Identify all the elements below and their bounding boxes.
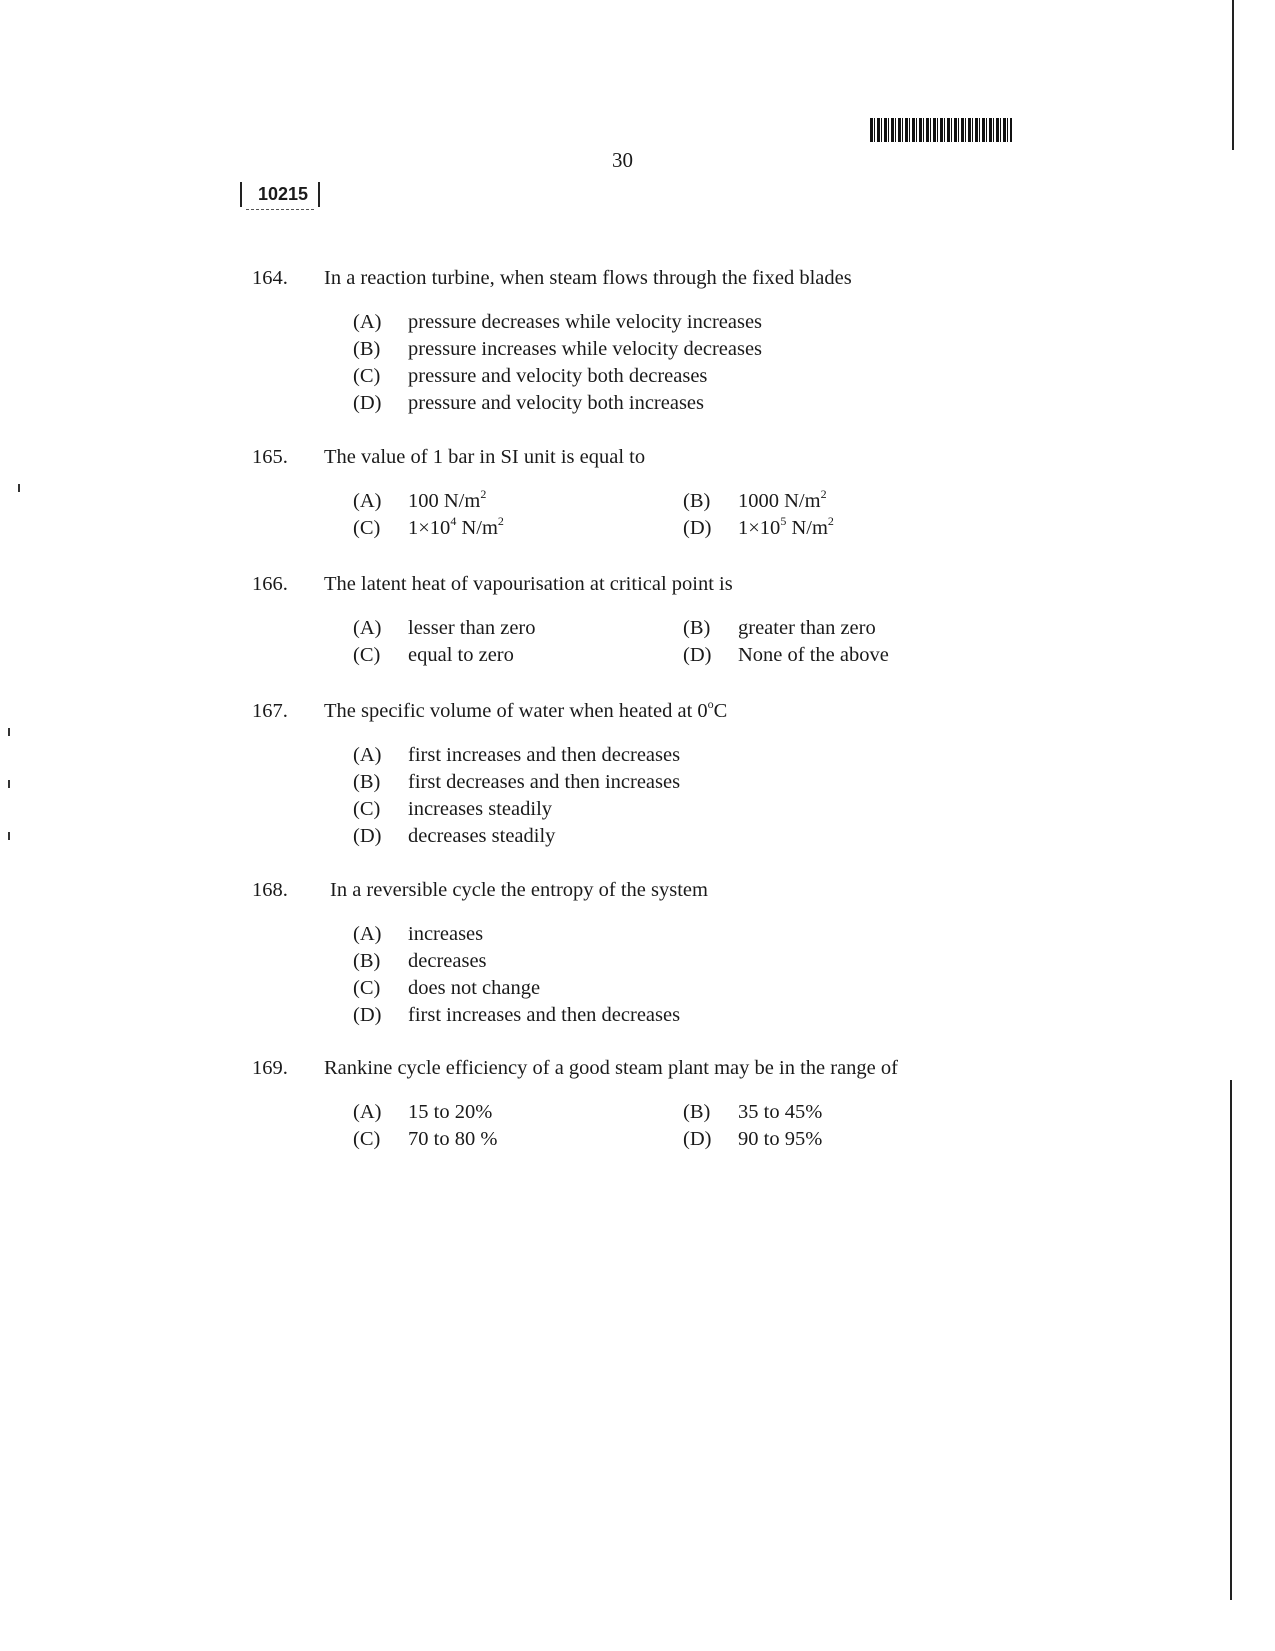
option-text: 15 to 20% <box>408 1101 493 1123</box>
option-text: equal to zero <box>408 644 514 666</box>
scan-edge-line <box>1232 0 1234 150</box>
option-letter: (D) <box>683 517 712 539</box>
option-text: first decreases and then increases <box>408 771 681 793</box>
option-letter: (D) <box>353 825 382 847</box>
option-letter: (A) <box>353 490 382 512</box>
option-text: 90 to 95% <box>738 1128 823 1150</box>
option-a <box>353 1099 683 1126</box>
option-letter: (A) <box>353 311 382 333</box>
option-letter: (B) <box>683 1101 711 1123</box>
option-letter: (C) <box>353 365 381 387</box>
question-text: Rankine cycle efficiency of a good steam plant may be in the range of <box>324 1057 898 1079</box>
option-b <box>683 488 1013 515</box>
barcode <box>870 118 1012 142</box>
margin-mark <box>8 780 10 788</box>
option-b <box>353 769 1052 796</box>
option-text: lesser than zero <box>408 617 536 639</box>
option-text: pressure increases while velocity decreases <box>408 338 763 360</box>
option-letter: (D) <box>353 1004 382 1026</box>
question-number: 166. <box>252 573 288 595</box>
option-text: pressure decreases while velocity increases <box>408 311 763 333</box>
question-167 <box>252 697 1052 850</box>
option-c <box>353 975 1052 1002</box>
option-d <box>683 1126 1013 1153</box>
option-b <box>683 615 1013 642</box>
question-number: 168. <box>252 879 288 901</box>
option-c <box>353 642 683 669</box>
options-grid <box>353 488 1052 542</box>
option-c <box>353 515 683 542</box>
option-text: $1\times 10^5$ $N/m^2$ <box>738 514 834 539</box>
question-169 <box>252 1057 1152 1153</box>
option-letter: (B) <box>353 950 381 972</box>
question-166 <box>252 573 1052 669</box>
option-letter: (C) <box>353 977 381 999</box>
option-letter: (D) <box>353 392 382 414</box>
option-text: decreases <box>408 950 487 972</box>
option-d <box>683 642 1013 669</box>
paper-code: 10215 <box>258 184 309 204</box>
margin-mark <box>18 484 20 492</box>
option-text: increases <box>408 923 484 945</box>
option-text: decreases steadily <box>408 825 556 847</box>
question-number: 164. <box>252 267 288 289</box>
option-letter: (C) <box>353 798 381 820</box>
option-letter: (C) <box>353 1128 381 1150</box>
option-text: first increases and then decreases <box>408 1004 681 1026</box>
option-text: greater than zero <box>738 617 876 639</box>
option-a <box>353 921 1052 948</box>
option-text: increases steadily <box>408 798 553 820</box>
option-letter: (D) <box>683 644 712 666</box>
question-168 <box>252 879 1052 1029</box>
option-letter: (B) <box>683 617 711 639</box>
option-b <box>353 948 1052 975</box>
options-grid <box>353 1099 1152 1153</box>
option-text: 70 to 80 % <box>408 1128 498 1150</box>
option-text: pressure and velocity both decreases <box>408 365 708 387</box>
option-letter: (A) <box>353 617 382 639</box>
option-text: None of the above <box>738 644 889 666</box>
option-d <box>353 823 1052 850</box>
page-number: 30 <box>612 148 633 172</box>
option-d <box>353 390 1052 417</box>
paper-code-box <box>240 182 320 207</box>
option-d <box>353 1002 1052 1029</box>
option-letter: (A) <box>353 1101 382 1123</box>
options-list <box>353 309 1052 417</box>
question-number: 165. <box>252 446 288 468</box>
option-text: pressure and velocity both increases <box>408 392 705 414</box>
question-text: The value of 1 bar in SI unit is equal to <box>324 446 646 468</box>
question-text: The specific volume of water when heated at 0$^o$C <box>324 697 728 722</box>
option-a <box>353 309 1052 336</box>
option-letter: (A) <box>353 923 382 945</box>
option-c <box>353 796 1052 823</box>
option-letter: (D) <box>683 1128 712 1150</box>
option-letter: (B) <box>353 338 381 360</box>
margin-mark <box>8 728 10 736</box>
scan-edge-line <box>1230 1080 1232 1600</box>
option-c <box>353 363 1052 390</box>
question-164 <box>252 267 1052 417</box>
option-a <box>353 488 683 515</box>
option-text: first increases and then decreases <box>408 744 681 766</box>
question-text: The latent heat of vapourisation at critical point is <box>324 573 733 595</box>
option-letter: (C) <box>353 644 381 666</box>
option-text: 35 to 45% <box>738 1101 823 1123</box>
margin-mark <box>8 832 10 840</box>
option-c <box>353 1126 683 1153</box>
option-text: 1000 $N/m^2$ <box>738 487 827 512</box>
option-letter: (B) <box>683 490 711 512</box>
option-letter: (C) <box>353 517 381 539</box>
option-a <box>353 742 1052 769</box>
options-grid <box>353 615 1052 669</box>
question-number: 167. <box>252 700 288 722</box>
question-165 <box>252 446 1052 542</box>
option-letter: (B) <box>353 771 381 793</box>
question-text: In a reaction turbine, when steam flows through the fixed blades <box>324 267 852 289</box>
option-text: does not change <box>408 977 541 999</box>
option-a <box>353 615 683 642</box>
question-text: In a reversible cycle the entropy of the system <box>330 879 708 901</box>
options-list <box>353 742 1052 850</box>
option-text: 100 $N/m^2$ <box>408 487 487 512</box>
option-b <box>683 1099 1013 1126</box>
option-b <box>353 336 1052 363</box>
option-text: $1\times 10^4$ $N/m^2$ <box>408 514 504 539</box>
options-list <box>353 921 1052 1029</box>
option-letter: (A) <box>353 744 382 766</box>
question-number: 169. <box>252 1057 288 1079</box>
option-d <box>683 515 1013 542</box>
